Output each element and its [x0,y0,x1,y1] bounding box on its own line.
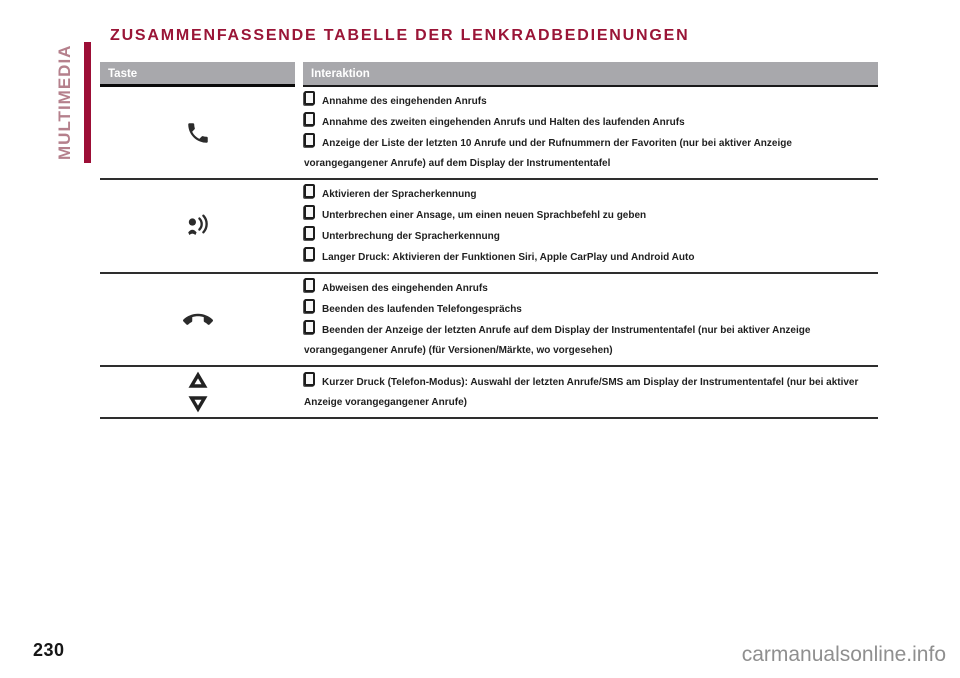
interaction-item [304,299,874,320]
key-bullet-icon [304,133,315,147]
section-tab-bar [84,42,91,163]
up-down-arrows-icon [188,371,208,413]
key-bullet-icon [304,112,315,126]
key-cell [100,371,295,413]
interaction-item [304,247,874,268]
key-bullet-icon [304,372,315,386]
interaction-item [304,184,874,205]
interaction-text: Annahme des eingehenden Anrufs [322,96,487,107]
key-bullet-icon [304,299,315,313]
key-cell [100,120,295,146]
interaction-item [304,372,874,413]
interaction-item [304,278,874,299]
interaction-text: Abweisen des eingehenden Anrufs [322,283,488,294]
steering-wheel-controls-table [100,62,878,419]
key-bullet-icon [304,247,315,261]
column-header-interaktion: Interaktion [303,62,878,87]
interaction-text: Annahme des zweiten eingehenden Anrufs und Halten des laufenden Anrufs [322,117,685,128]
interaction-cell [295,372,878,413]
section-tab-label: MULTIMEDIA [55,44,74,160]
interaction-text: Beenden der Anzeige der letzten Anrufe auf dem Display der Instrumententafel (nur bei aktiver Anzeige vorangegangener Anrufe) (für Versionen/Märkte, wo vorgesehen) [304,325,811,356]
answer-call-icon [185,120,211,146]
interaction-item [304,112,874,133]
interaction-item [304,205,874,226]
key-bullet-icon [304,91,315,105]
table-row [100,87,878,180]
end-call-icon [183,305,213,335]
interaction-cell [295,184,878,268]
interaction-item [304,320,874,361]
interaction-cell [295,278,878,361]
key-bullet-icon [304,205,315,219]
watermark-text: carmanualsonline.info [741,643,946,666]
interaction-text: Kurzer Druck (Telefon-Modus): Auswahl der letzten Anrufe/SMS am Display der Instrumententafel (nur bei aktiver Anzeige vorangegangener Anrufe) [304,376,859,408]
table-row [100,367,878,419]
interaction-text: Unterbrechen einer Ansage, um einen neuen Sprachbefehl zu geben [322,210,647,221]
interaction-item [304,226,874,247]
interaction-item [304,91,874,112]
interaction-cell [295,91,878,174]
interaction-text: Anzeige der Liste der letzten 10 Anrufe und der Rufnummern der Favoriten (nur bei aktiver Anzeige vorangegangener Anrufe) auf dem Display der Instrumententafel [304,138,792,169]
interaction-text: Aktivieren der Spracherkennung [322,189,477,200]
column-header-taste: Taste [100,62,295,87]
key-bullet-icon [304,226,315,240]
key-cell [100,305,295,335]
interaction-text: Unterbrechung der Spracherkennung [322,231,500,242]
key-bullet-icon [304,184,315,198]
key-bullet-icon [304,278,315,292]
voice-recognition-icon [184,212,212,240]
page-number: 230 [33,640,65,660]
table-header-row [100,62,878,87]
page-title: ZUSAMMENFASSENDE TABELLE DER LENKRADBEDIENUNGEN [110,27,690,44]
table-row [100,180,878,274]
interaction-item [304,133,874,174]
interaction-text: Langer Druck: Aktivieren der Funktionen Siri, Apple CarPlay und Android Auto [322,252,695,263]
table-row [100,274,878,367]
key-cell [100,212,295,240]
interaction-text: Beenden des laufenden Telefongesprächs [322,304,522,315]
key-bullet-icon [304,320,315,334]
